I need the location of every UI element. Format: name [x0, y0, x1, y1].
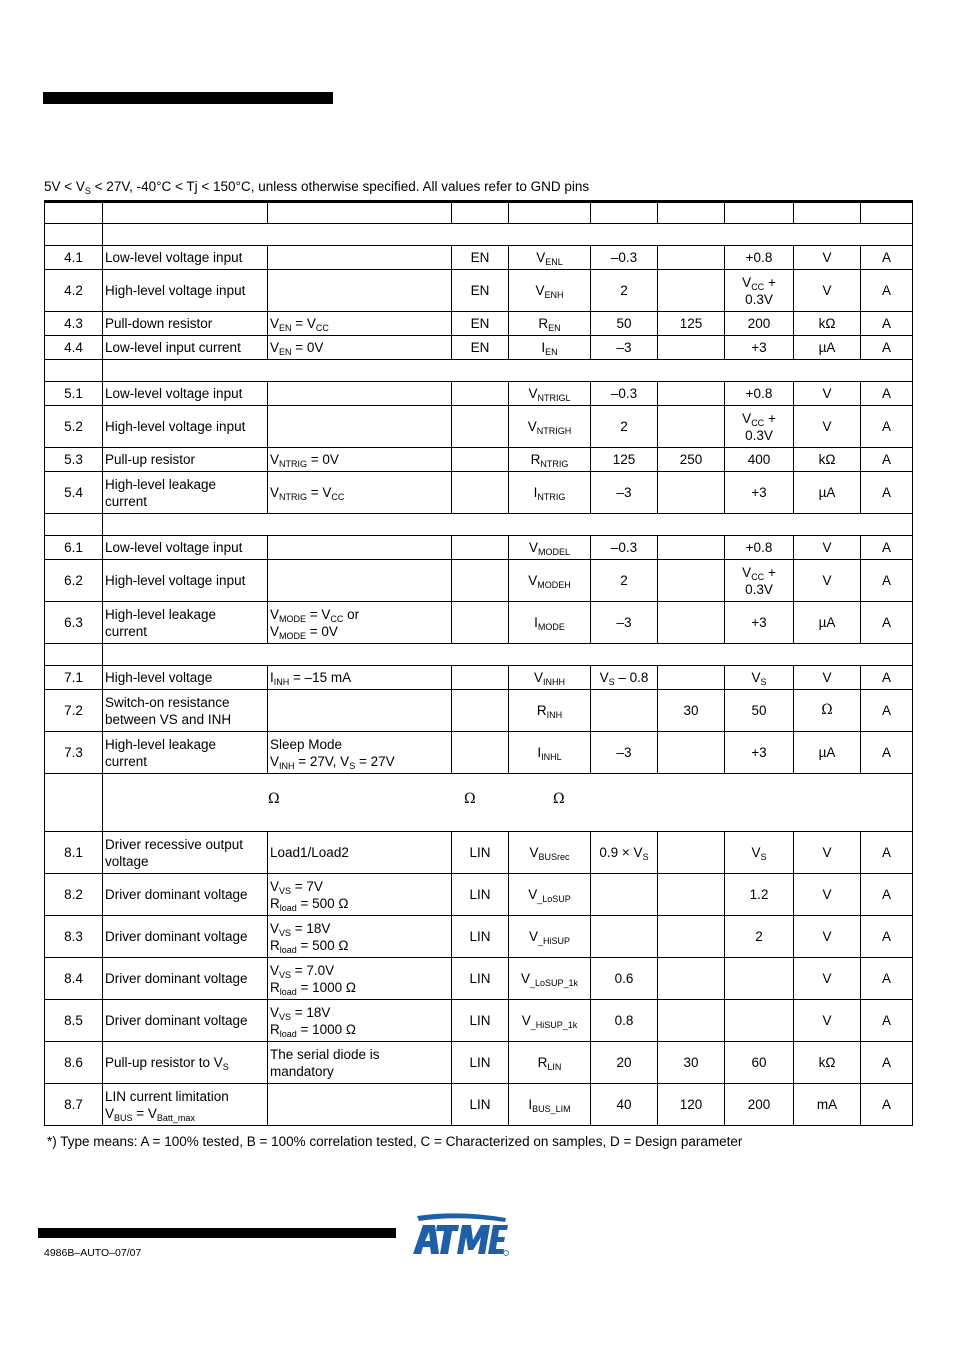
- table-row: 5.3 Pull-up resistor $V_{NTRIG} = 0V$ $R_{NTRIG}$ 125 250 400 kΩ A: [45, 448, 913, 472]
- type-footnote: *) Type means: A = 100% tested, B = 100% correlation tested, C = Characterized on samples, D = Design parameter: [47, 1134, 743, 1149]
- section-row: [45, 514, 913, 536]
- table-row: 4.1 Low-level voltage input EN $V_{ENL}$ –0.3 +0.8 V A: [45, 246, 913, 270]
- table-row: 5.2 High-level voltage input $V_{NTRIGH}$ 2 $V_{CC}$ + 0.3V V A: [45, 406, 913, 448]
- section-row: [45, 774, 913, 832]
- test-conditions: $5V < V_S < 27V$, -40°C < Tj < 150°C, unless otherwise specified. All values refer to GND pins: [44, 179, 590, 196]
- table-row: 7.2 Switch-on resistance between VS and INH $R_{INH}$ 30 50 Ω A: [45, 690, 913, 732]
- table-row: 4.4 Low-level input current $V_{EN} = 0V$ EN $I_{EN}$ –3 +3 µA A: [45, 336, 913, 360]
- table-row: 5.4 High-level leakage current $V_{NTRIG} = V_{CC}$ $I_{NTRIG}$ –3 +3 µA A: [45, 472, 913, 514]
- table-row: 4.2 High-level voltage input EN $V_{ENH}$ 2 $V_{CC}$ + 0.3V V A: [45, 270, 913, 312]
- section-row: [45, 360, 913, 382]
- section-row: [45, 224, 913, 246]
- header-rule: [43, 92, 333, 104]
- footer-rule: [38, 1228, 396, 1238]
- omega-symbol: Ω: [464, 791, 476, 807]
- document-code: 4986B–AUTO–07/07: [44, 1247, 142, 1259]
- table-row: 8.3 Driver dominant voltage $V_{VS} = 18V$ $R_{load} = 500$ Ω LIN $V_{\_HiSUP}$ 2 V A: [45, 916, 913, 958]
- table-row: 5.1 Low-level voltage input $V_{NTRIGL}$ –0.3 +0.8 V A: [45, 382, 913, 406]
- table-row: 8.4 Driver dominant voltage $V_{VS} = 7.0V$ $R_{load} = 1000$ Ω LIN $V_{\_LoSUP\_1k}$ 0.6 V A: [45, 958, 913, 1000]
- omega-symbol: Ω: [553, 791, 565, 807]
- table-row: 8.2 Driver dominant voltage $V_{VS} = 7V$ $R_{load} = 500$ Ω LIN $V_{\_LoSUP}$ 1.2 V A: [45, 874, 913, 916]
- table-header-row: [45, 202, 913, 224]
- table-row: 6.1 Low-level voltage input $V_{MODEL}$ –0.3 +0.8 V A: [45, 536, 913, 560]
- table-row: 6.3 High-level leakage current $V_{MODE} = V_{CC}$ or $V_{MODE} = 0V$ $I_{MODE}$ –3 +3 µA A: [45, 602, 913, 644]
- table-row: 7.3 High-level leakage current Sleep Mode $V_{INH} = 27V$, $V_S = 27V$ $I_{INHL}$ –3 +3 µA A: [45, 732, 913, 774]
- table-row: 8.1 Driver recessive output voltage Load1/Load2 LIN $V_{BUSrec}$ $0.9 \times V_S$ $V_S$ V A: [45, 832, 913, 874]
- electrical-characteristics-table: [44, 200, 913, 1126]
- table-row: 4.3 Pull-down resistor $V_{EN} = V_{CC}$ EN $R_{EN}$ 50 125 200 kΩ A: [45, 312, 913, 336]
- table-row: 8.6 Pull-up resistor to $V_S$ The serial diode is mandatory LIN $R_{LIN}$ 20 30 60 kΩ A: [45, 1042, 913, 1084]
- table-row: 7.1 High-level voltage $I_{INH} = -15$ mA $V_{INHH}$ $V_S - 0.8$ $V_S$ V A: [45, 666, 913, 690]
- table-row: 8.7 LIN current limitation $V_{BUS} = V_{Batt\_max}$ LIN $I_{BUS\_LIM}$ 40 120 200 mA A: [45, 1084, 913, 1126]
- table-row: 8.5 Driver dominant voltage $V_{VS} = 18V$ $R_{load} = 1000$ Ω LIN $V_{\_HiSUP\_1k}$ 0.8 V A: [45, 1000, 913, 1042]
- table-row: 6.2 High-level voltage input $V_{MODEH}$ 2 $V_{CC}$ + 0.3V V A: [45, 560, 913, 602]
- section-row: [45, 644, 913, 666]
- omega-symbol: Ω: [268, 791, 280, 807]
- atmel-logo: [411, 1212, 511, 1258]
